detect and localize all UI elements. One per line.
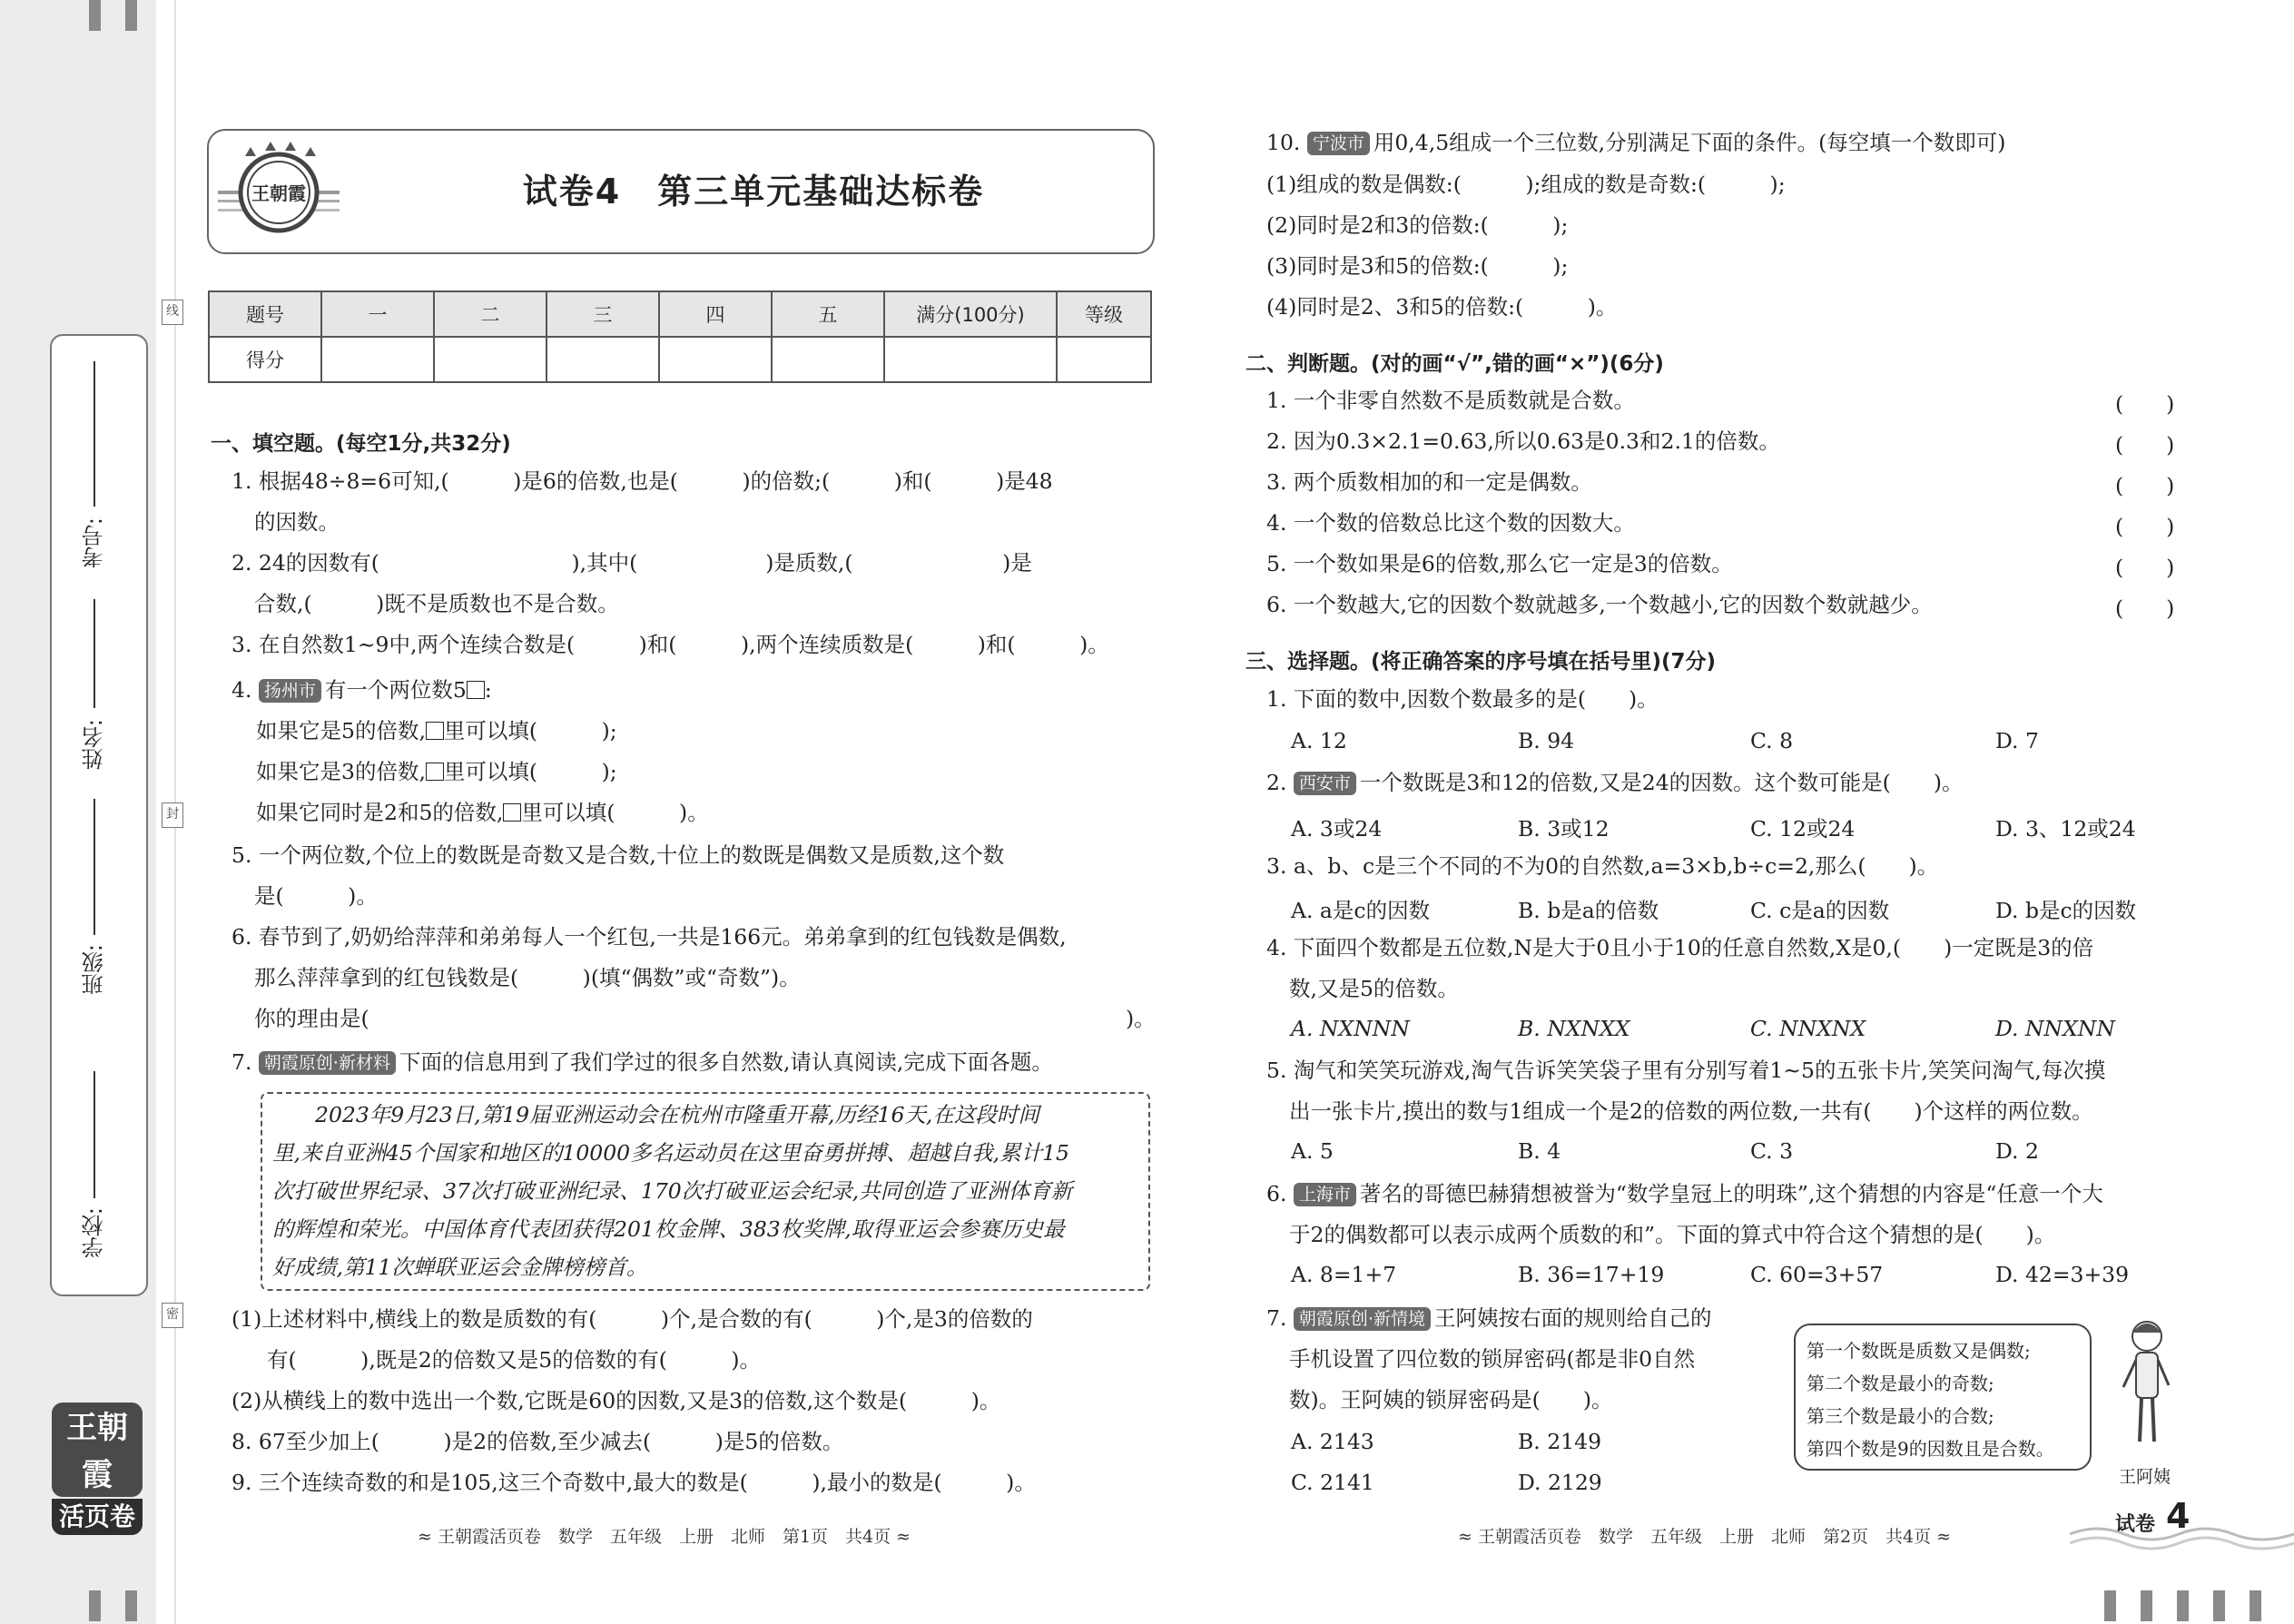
- crop-mark: [89, 0, 101, 31]
- question-line: 8. 67至少加上( )是2的倍数,至少减去( )是5的倍数。: [231, 1429, 844, 1454]
- question-text: 用0,4,5组成一个三位数,分别满足下面的条件。(每空填一个数即可): [1373, 130, 2006, 155]
- name-label: 姓名:: [82, 719, 107, 771]
- table-header: 等级: [1057, 291, 1151, 337]
- table-header: 四: [659, 291, 772, 337]
- crop-mark: [2177, 1590, 2189, 1621]
- question-line: (1)上述材料中,横线上的数是质数的有( )个,是合数的有( )个,是3的倍数的: [231, 1306, 1033, 1332]
- question-text: 里可以填( );: [443, 759, 617, 784]
- question-text: 一个数既是3和12的倍数,又是24的因数。这个数可能是( )。: [1359, 770, 1964, 795]
- student-info-box: [50, 334, 148, 1296]
- name-line[interactable]: [94, 599, 95, 708]
- source-badge: 朝霞原创·新材料: [259, 1051, 396, 1075]
- source-badge: 朝霞原创·新情境: [1294, 1307, 1431, 1331]
- option: C. c是a的因数: [1750, 898, 1890, 923]
- section-heading: 一、填空题。(每空1分,共32分): [211, 432, 511, 456]
- judge-item: 5. 一个数如果是6的倍数,那么它一定是3的倍数。: [1266, 551, 1733, 576]
- brand-logo: [52, 1403, 143, 1531]
- question-line: 9. 三个连续奇数的和是105,这三个奇数中,最大的数是( ),最小的数是( )。: [231, 1470, 1036, 1495]
- exam-no-label: 考号:: [82, 517, 107, 569]
- material-line: 里,来自亚洲45个国家和地区的10000多名运动员在这里奋勇拼搏、超越自我,累计15: [272, 1140, 1070, 1166]
- option: A. 5: [1291, 1138, 1334, 1164]
- score-cell[interactable]: [321, 337, 434, 382]
- region-badge: 上海市: [1294, 1183, 1356, 1206]
- question-line: (4)同时是2、3和5的倍数:( )。: [1266, 294, 1618, 320]
- class-line[interactable]: [94, 799, 95, 935]
- judge-item: 4. 一个数的倍数总比这个数的因数大。: [1266, 510, 1635, 536]
- option: A. 3或24: [1291, 816, 1383, 842]
- crop-mark: [125, 0, 137, 31]
- page-footer: ≈ 王朝霞活页卷 数学 五年级 上册 北师 第2页 共4页 ≈: [1458, 1527, 1952, 1547]
- option: D. NNXNN: [1995, 1016, 2115, 1041]
- cut-mark-seal: 封: [162, 802, 183, 828]
- option: D. 3、12或24: [1995, 816, 2136, 842]
- choice-question: 1. 下面的数中,因数个数最多的是( )。: [1266, 686, 1659, 712]
- school-line[interactable]: [94, 1071, 95, 1198]
- question-line: [256, 717, 617, 744]
- blank-square-icon: [503, 803, 521, 822]
- score-table: [208, 290, 1152, 383]
- choice-question: 2. 西安市 一个数既是3和12的倍数,又是24的因数。这个数可能是( )。: [1266, 770, 1964, 795]
- question-line: (3)同时是3和5的倍数:( );: [1266, 253, 1569, 279]
- question-text: 著名的哥德巴赫猜想被誉为“数学皇冠上的明珠”,这个猜想的内容是“任意一个大: [1359, 1181, 2103, 1206]
- choice-question: 7. 朝霞原创·新情境 王阿姨按右面的规则给自己的: [1266, 1305, 1712, 1331]
- score-cell[interactable]: [434, 337, 546, 382]
- question-line: 你的理由是(: [254, 1006, 369, 1031]
- answer-parens[interactable]: ( ): [2115, 473, 2175, 498]
- option: D. 2129: [1518, 1470, 1602, 1495]
- option: C. 8: [1750, 728, 1794, 753]
- class-label: 班级:: [82, 944, 107, 996]
- rule-line: 第二个数是最小的奇数;: [1807, 1373, 1994, 1394]
- score-cell[interactable]: [659, 337, 772, 382]
- material-line: 2023年9月23日,第19届亚洲运动会在杭州市隆重开幕,历经16天,在这段时间: [272, 1102, 1039, 1127]
- material-line: 次打破世界纪录、37次打破亚洲纪录、170次打破亚运会纪录,共同创造了亚洲体育新: [272, 1178, 1073, 1204]
- score-table-row: [209, 337, 1151, 382]
- page-footer: ≈ 王朝霞活页卷 数学 五年级 上册 北师 第1页 共4页 ≈: [418, 1527, 911, 1547]
- judge-item: 6. 一个数越大,它的因数个数就越多,一个数越小,它的因数个数就越少。: [1266, 592, 1933, 617]
- question-text: 下面的信息用到了我们学过的很多自然数,请认真阅读,完成下面各题。: [399, 1049, 1053, 1075]
- question-text: 王阿姨按右面的规则给自己的: [1433, 1305, 1712, 1331]
- question-line: 那么萍萍拿到的红包钱数是( )(填“偶数”或“奇数”)。: [254, 965, 801, 990]
- question-line: (2)同时是2和3的倍数:( );: [1266, 212, 1569, 238]
- question-line: 5. 一个两位数,个位上的数既是奇数又是合数,十位上的数既是偶数又是质数,这个数: [231, 842, 1005, 868]
- region-badge: 西安市: [1294, 772, 1356, 795]
- choice-question: 出一张卡片,摸出的数与1组成一个是2的倍数的两位数,一共有( )个这样的两位数。: [1289, 1098, 2093, 1124]
- region-badge: 宁波市: [1307, 132, 1370, 155]
- choice-question: 数,又是5的倍数。: [1289, 976, 1459, 1001]
- option: A. a是c的因数: [1291, 898, 1431, 923]
- question-line: 有( ),既是2的倍数又是5的倍数的有( )。: [267, 1347, 762, 1373]
- table-header: 满分(100分): [884, 291, 1057, 337]
- crop-mark: [2141, 1590, 2152, 1621]
- question-text: 如果它是5的倍数,: [256, 718, 426, 743]
- table-header: 题号: [209, 291, 321, 337]
- question-line: 是( )。: [254, 883, 378, 909]
- option: B. NXNXX: [1518, 1016, 1630, 1041]
- choice-question: 于2的偶数都可以表示成两个质数的和”。下面的算式中符合这个猜想的是( )。: [1289, 1222, 2056, 1247]
- option: D. 2: [1995, 1138, 2039, 1164]
- table-header: 三: [546, 291, 659, 337]
- question-line-end: )。: [1126, 1006, 1156, 1031]
- question-text: :: [484, 677, 492, 703]
- option: D. 7: [1995, 728, 2039, 753]
- answer-parens[interactable]: ( ): [2115, 595, 2175, 621]
- test-number: 4: [2166, 1496, 2191, 1536]
- option: C. 12或24: [1750, 816, 1856, 842]
- question-line: (1)组成的数是偶数:( );组成的数是奇数:( );: [1266, 172, 1786, 197]
- page-title: 试卷4 第三单元基础达标卷: [522, 172, 985, 212]
- option: B. b是a的倍数: [1518, 898, 1659, 923]
- option: B. 3或12: [1518, 816, 1610, 842]
- crop-mark: [2213, 1590, 2225, 1621]
- blank-square-icon: [467, 681, 485, 699]
- score-table-header-row: [209, 291, 1151, 337]
- question-line: [256, 799, 709, 826]
- crop-mark: [2104, 1590, 2116, 1621]
- answer-parens[interactable]: ( ): [2115, 514, 2175, 539]
- option: B. 2149: [1518, 1429, 1602, 1454]
- choice-question: 手机设置了四位数的锁屏密码(都是非0自然: [1289, 1346, 1696, 1372]
- question-line: 6. 春节到了,奶奶给萍萍和弟弟每人一个红包,一共是166元。弟弟拿到的红包钱数是偶数,: [231, 924, 1067, 950]
- option: C. 3: [1750, 1138, 1794, 1164]
- section-heading: 三、选择题。(将正确答案的序号填在括号里)(7分): [1245, 650, 1717, 674]
- option: B. 94: [1518, 728, 1575, 753]
- question-line: 2. 24的因数有( ),其中( )是质数,( )是: [231, 550, 1032, 576]
- character-illustration: [2111, 1314, 2183, 1460]
- character-name: 王阿姨: [2119, 1467, 2171, 1487]
- question-text: 有一个两位数5: [324, 677, 467, 703]
- table-header: 二: [434, 291, 546, 337]
- material-line: 的辉煌和荣光。中国体育代表团获得201枚金牌、383枚奖牌,取得亚运会参赛历史最: [272, 1216, 1065, 1242]
- option: B. 36=17+19: [1518, 1262, 1665, 1287]
- table-row-label: 得分: [209, 337, 321, 382]
- question-line: 3. 在自然数1~9中,两个连续合数是( )和( ),两个连续质数是( )和( )。: [231, 632, 1109, 657]
- question-text: 里可以填( );: [443, 718, 617, 743]
- option: D. b是c的因数: [1995, 898, 2137, 923]
- section-heading: 二、判断题。(对的画“√”,错的画“×”)(6分): [1245, 352, 1664, 376]
- answer-parens[interactable]: ( ): [2115, 432, 2175, 458]
- seal-logo: [218, 136, 340, 243]
- question-line: 10. 宁波市 用0,4,5组成一个三位数,分别满足下面的条件。(每空填一个数即可): [1266, 130, 2006, 155]
- judge-item: 3. 两个质数相加的和一定是偶数。: [1266, 469, 1592, 495]
- cut-mark-secret: 密: [162, 1303, 183, 1328]
- question-text: 如果它是3的倍数,: [256, 759, 426, 784]
- rule-line: 第三个数是最小的合数;: [1807, 1405, 1994, 1427]
- answer-parens[interactable]: ( ): [2115, 391, 2175, 417]
- question-line: 4. 扬州市 有一个两位数5 :: [231, 677, 492, 703]
- option: A. 8=1+7: [1291, 1262, 1397, 1287]
- region-badge: 扬州市: [259, 679, 321, 703]
- blank-square-icon: [426, 722, 444, 740]
- exam-no-line[interactable]: [94, 361, 95, 507]
- test-label: 试卷: [2115, 1513, 2156, 1536]
- question-line: 1. 根据48÷8=6可知,( )是6的倍数,也是( )的倍数;( )和( )是48: [231, 468, 1053, 494]
- score-cell[interactable]: [884, 337, 1057, 382]
- option: D. 42=3+39: [1995, 1262, 2130, 1287]
- brand-name: 王朝霞: [66, 1410, 128, 1493]
- seal-text: 王朝霞: [251, 182, 306, 204]
- option: A. 12: [1291, 728, 1347, 753]
- judge-item: 1. 一个非零自然数不是质数就是合数。: [1266, 388, 1635, 413]
- option: A. NXNNN: [1291, 1016, 1410, 1041]
- score-cell[interactable]: [1057, 337, 1151, 382]
- material-line: 好成绩,第11次蝉联亚运会金牌榜榜首。: [272, 1255, 648, 1280]
- question-line: (2)从横线上的数中选出一个数,它既是60的因数,又是3的倍数,这个数是( )。: [231, 1388, 1001, 1413]
- rule-line: 第四个数是9的因数且是合数。: [1807, 1438, 2054, 1460]
- brand-subtitle: 活页卷: [52, 1499, 143, 1535]
- option: C. 2141: [1291, 1470, 1374, 1495]
- crop-mark: [2250, 1590, 2261, 1621]
- option: C. 60=3+57: [1750, 1262, 1884, 1287]
- choice-question: 4. 下面四个数都是五位数,N是大于0且小于10的任意自然数,X是0,( )一定既是3的倍: [1266, 935, 2094, 960]
- choice-question: 5. 淘气和笑笑玩游戏,淘气告诉笑笑袋子里有分别写着1~5的五张卡片,笑笑问淘气,每次摸: [1266, 1058, 2106, 1083]
- question-line: 的因数。: [254, 509, 340, 535]
- choice-question: 6. 上海市 著名的哥德巴赫猜想被誉为“数学皇冠上的明珠”,这个猜想的内容是“任意一个大: [1266, 1181, 2103, 1206]
- option: B. 4: [1518, 1138, 1561, 1164]
- score-cell[interactable]: [546, 337, 659, 382]
- option: C. NNXNX: [1750, 1016, 1866, 1041]
- judge-item: 2. 因为0.3×2.1=0.63,所以0.63是0.3和2.1的倍数。: [1266, 428, 1780, 454]
- crop-mark: [125, 1590, 137, 1621]
- school-label: 学校:: [82, 1207, 107, 1259]
- question-line: 7. 朝霞原创·新材料 下面的信息用到了我们学过的很多自然数,请认真阅读,完成下面各题。: [231, 1049, 1053, 1075]
- question-text: 里可以填( )。: [521, 800, 709, 825]
- answer-parens[interactable]: ( ): [2115, 555, 2175, 580]
- crop-mark: [89, 1590, 101, 1621]
- score-cell[interactable]: [772, 337, 884, 382]
- question-text: 如果它同时是2和5的倍数,: [256, 800, 504, 825]
- question-line: [256, 758, 617, 785]
- rule-line: 第一个数既是质数又是偶数;: [1807, 1340, 2031, 1362]
- option: A. 2143: [1291, 1429, 1374, 1454]
- table-header: 五: [772, 291, 884, 337]
- table-header: 一: [321, 291, 434, 337]
- question-line: 合数,( )既不是质数也不是合数。: [254, 591, 619, 616]
- cut-mark-line: 线: [162, 300, 183, 325]
- choice-question: 3. a、b、c是三个不同的不为0的自然数,a=3×b,b÷c=2,那么( )。: [1266, 853, 1939, 879]
- choice-question: 数)。王阿姨的锁屏密码是( )。: [1289, 1387, 1613, 1412]
- blank-square-icon: [426, 763, 444, 781]
